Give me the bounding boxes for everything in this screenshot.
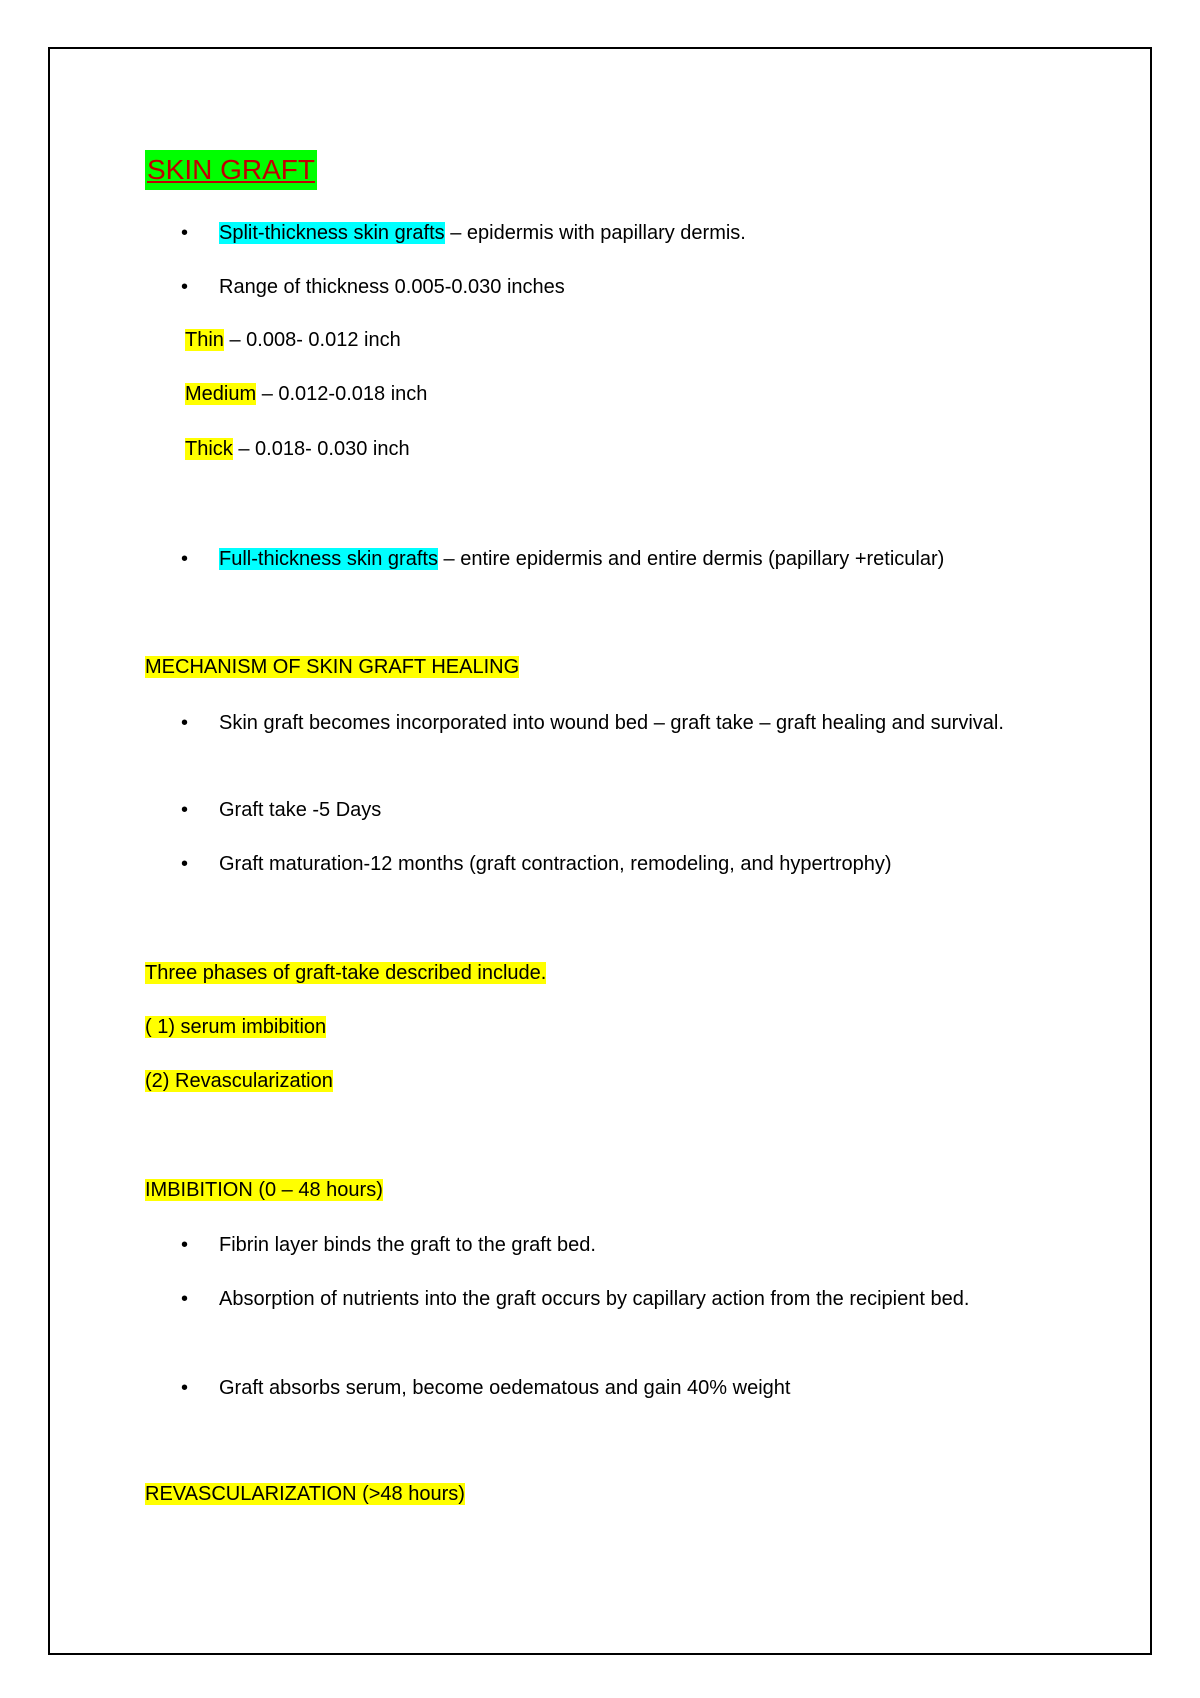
imbibition-item-text: Graft absorbs serum, become oedematous and gain 40% weight [219,1377,791,1399]
revascularization-heading-text: REVASCULARIZATION (>48 hours) [145,1483,465,1505]
bullet-icon: • [181,712,189,734]
imbibition-heading-text: IMBIBITION (0 – 48 hours) [145,1179,383,1201]
phase-2 [145,1067,333,1095]
imbibition-heading [145,1176,383,1204]
thickness-range-text: Range of thickness 0.005-0.030 inches [219,276,565,298]
bullet-icon: • [181,222,189,244]
medium-term: Medium [185,383,257,405]
bullet-icon: • [181,799,189,821]
thick-line [185,435,410,463]
mechanism-heading-text: MECHANISM OF SKIN GRAFT HEALING [145,656,520,678]
phase-1 [145,1013,326,1041]
bullet-icon: • [181,1288,189,1310]
phase-2-text: (2) Revascularization [145,1070,333,1092]
mechanism-item-text: Graft maturation-12 months (graft contraction, remodeling, and hypertrophy) [219,853,892,875]
bullet-icon: • [181,1377,189,1399]
imbibition-item-text: Absorption of nutrients into the graft occurs by capillary action from the recipient bed. [219,1288,970,1310]
medium-line [185,380,427,408]
thin-desc: – 0.008- 0.012 inch [223,329,401,351]
mechanism-heading [145,653,519,681]
thick-term: Thick [185,438,233,460]
medium-desc: – 0.012-0.018 inch [256,383,428,405]
thin-term: Thin [185,329,224,351]
thick-desc: – 0.018- 0.030 inch [232,438,410,460]
full-thickness-term: Full-thickness skin grafts [219,548,438,570]
bullet-icon: • [181,548,189,570]
split-thickness-desc: – epidermis with papillary dermis. [444,222,746,244]
phases-heading [145,959,546,987]
phases-heading-text: Three phases of graft-take described include. [145,962,547,984]
bullet-icon: • [181,1234,189,1256]
mechanism-item-text: Skin graft becomes incorporated into wound bed – graft take – graft healing and survival. [219,712,1004,734]
revascularization-heading [145,1480,465,1508]
document-title: SKIN GRAFT [145,150,317,190]
split-thickness-term: Split-thickness skin grafts [219,222,445,244]
full-thickness-desc: – entire epidermis and entire dermis (papillary +reticular) [437,548,945,570]
bullet-icon: • [181,853,189,875]
thin-line [185,326,401,354]
full-thickness-text [219,542,1039,576]
phase-1-text: ( 1) serum imbibition [145,1016,327,1038]
imbibition-item-text: Fibrin layer binds the graft to the graft bed. [219,1234,596,1256]
mechanism-item-text: Graft take -5 Days [219,799,382,821]
split-thickness-text [219,216,1039,250]
bullet-icon: • [181,276,189,298]
